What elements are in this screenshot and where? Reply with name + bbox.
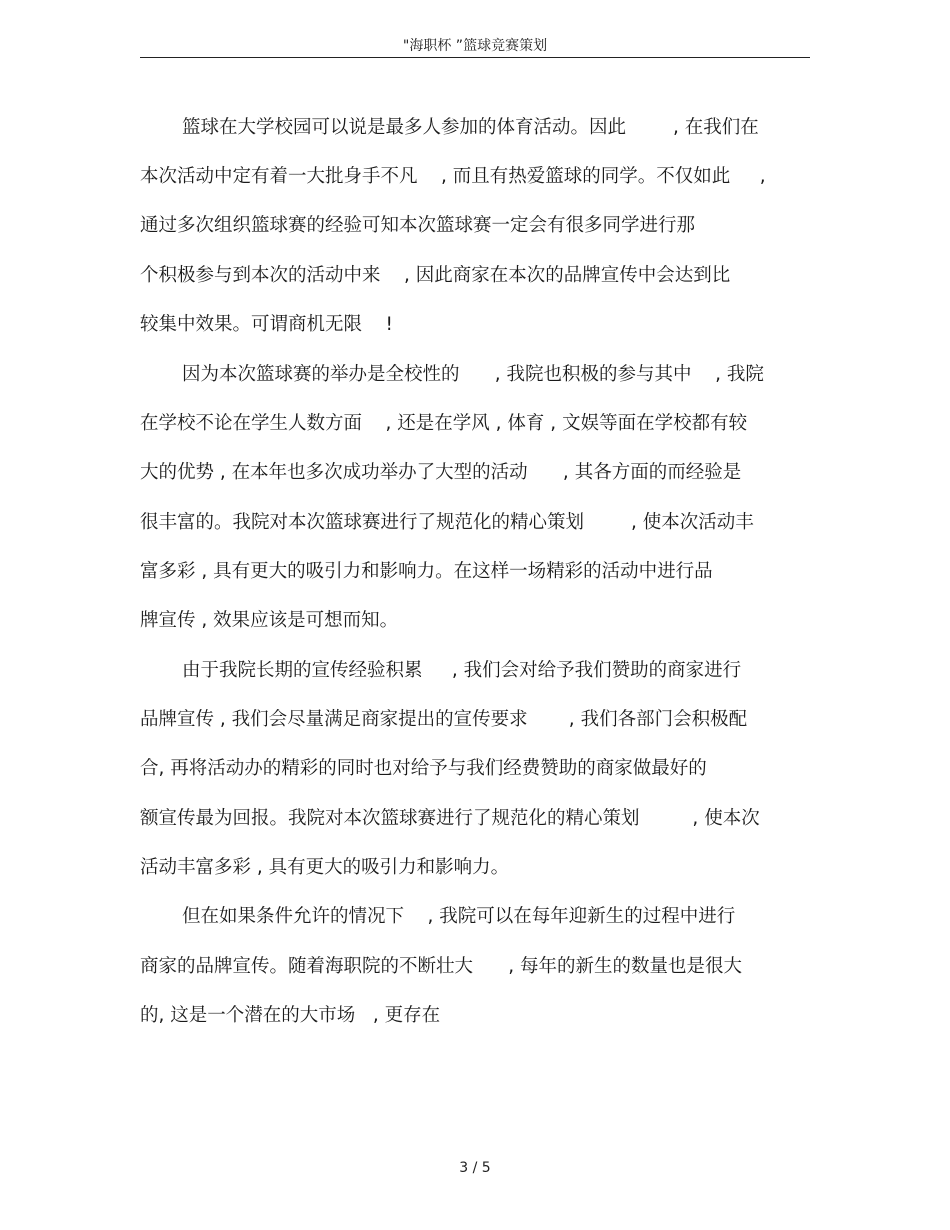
paragraph-1-line-4: 个积极参与到本次的活动中来 , 因此商家在本次的品牌宣传中会达到比 bbox=[140, 265, 731, 286]
paragraph-2-line-5: 富多彩 , 具有更大的吸引力和影响力。在这样一场精彩的活动中进行品 bbox=[140, 561, 713, 582]
paragraph-3-line-2: 品牌宣传 , 我们会尽量满足商家提出的宣传要求 , 我们各部门会积极配 bbox=[140, 709, 748, 730]
page-number: 3 / 5 bbox=[459, 1160, 491, 1176]
header-divider bbox=[140, 57, 810, 58]
paragraph-3-line-1: 由于我院长期的宣传经验积累 , 我们会对给予我们赞助的商家进行 bbox=[182, 660, 742, 681]
paragraph-3-line-5: 活动丰富多彩 , 具有更大的吸引力和影响力。 bbox=[140, 857, 510, 878]
paragraph-4-line-2: 商家的品牌宣传。随着海职院的不断壮大 , 每年的新生的数量也是很大 bbox=[140, 956, 743, 977]
paragraph-1-line-3: 通过多次组织篮球赛的经验可知本次篮球赛一定会有很多同学进行那 bbox=[140, 215, 696, 236]
paragraph-4-line-3: 的, 这是一个潜在的大市场 , 更存在 bbox=[140, 1005, 441, 1026]
paragraph-2-line-6: 牌宣传 , 效果应该是可想而知。 bbox=[140, 610, 399, 631]
paragraph-1-line-1: 篮球在大学校园可以说是最多人参加的体育活动。因此 , 在我们在 bbox=[182, 117, 759, 138]
paragraph-2-line-3: 大的优势 , 在本年也多次成功举办了大型的活动 , 其各方面的而经验是 bbox=[140, 462, 742, 483]
paragraph-3-line-3: 合, 再将活动办的精彩的同时也对给予与我们经费赞助的商家做最好的 bbox=[140, 758, 707, 779]
paragraph-2-line-2: 在学校不论在学生人数方面 , 还是在学风 , 体育 , 文娱等面在学校都有较 bbox=[140, 413, 748, 434]
paragraph-2-line-4: 很丰富的。我院对本次篮球赛进行了规范化的精心策划 , 使本次活动丰 bbox=[140, 512, 754, 533]
paragraph-2-line-1: 因为本次篮球赛的举办是全校性的 , 我院也积极的参与其中 , 我院 bbox=[182, 364, 764, 385]
page-header-title: "海职杯 ”篮球竞赛策划 bbox=[402, 38, 548, 54]
paragraph-4-line-1: 但在如果条件允许的情况下 , 我院可以在每年迎新生的过程中进行 bbox=[182, 906, 736, 927]
paragraph-3-line-4: 额宣传最为回报。我院对本次篮球赛进行了规范化的精心策划 , 使本次 bbox=[140, 808, 760, 829]
paragraph-1-line-5: 较集中效果。可谓商机无限 ! bbox=[140, 314, 393, 335]
paragraph-1-line-2: 本次活动中定有着一大批身手不凡 , 而且有热爱篮球的同学。不仅如此 , bbox=[140, 166, 766, 187]
